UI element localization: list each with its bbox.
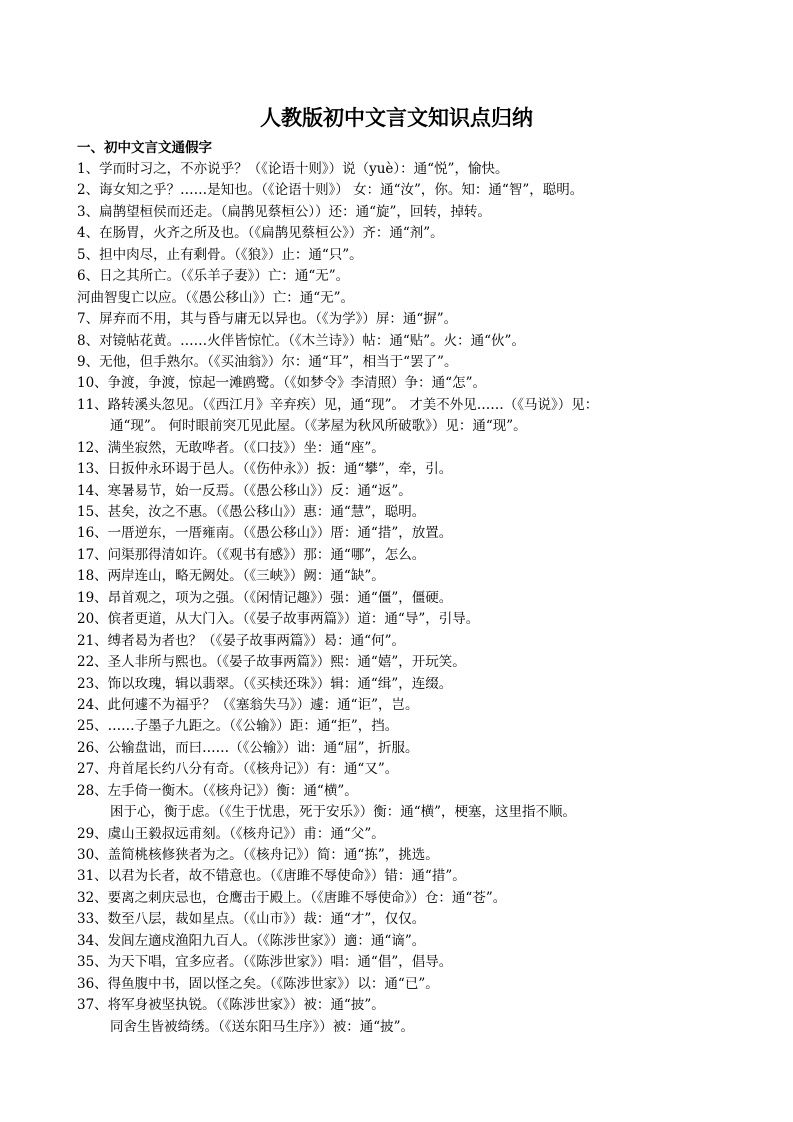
entry-line: 22、圣人非所与熙也。（《晏子故事两篇》）熙：通“嬉”，开玩笑。 [77,654,466,671]
entry-continuation-line: 同舍生皆被绮绣。（《送东阳马生序》）被：通“披”。 [110,1018,415,1035]
entry-continuation-line: 通“现”。 何时眼前突兀见此屋。（《茅屋为秋风所破歌》）见：通“现”。 [110,418,527,435]
entry-line: 6、日之其所亡。（《乐羊子妻》）亡：通“无”。 [77,268,350,285]
entry-line: 16、一厝逆东，一厝雍南。（《愚公移山》）厝：通“措”，放置。 [77,525,453,542]
entry-line: 17、问渠那得清如许。（《观书有感》）那：通“哪”，怎么。 [77,546,426,563]
entry-continuation-line: 困于心，衡于虑。（《生于忧患，死于安乐》）衡：通“横”，梗塞，这里指不顺。 [110,804,577,821]
entry-line: 27、舟首尾长约八分有奇。（《核舟记》）有：通“又”。 [77,761,399,778]
entry-line: 12、满坐寂然，无敢哗者。（《口技》）坐：通“座”。 [77,439,385,456]
entry-line: 9、无他，但手熟尔。（《买油翁》）尔：通“耳”，相当于“罢了”。 [77,353,458,370]
entry-line: 24、此何遽不为福乎？（《塞翁失马》）遽：通“讵”，岂。 [77,696,419,713]
entry-line: 23、饰以玫瑰，辑以翡翠。（《买椟还珠》）辑：通“缉”，连缀。 [77,675,453,692]
entry-line: 36、得鱼腹中书，固以怪之矣。（《陈涉世家》）以：通“已”。 [77,975,439,992]
entry-line: 13、日扳仲永环谒于邑人。（《伤仲永》）扳：通“攀”，牵，引。 [77,461,453,478]
entry-line: 32、要离之刺庆忌也，仓鹰击于殿上。（《唐雎不辱使命》）仓：通“苍”。 [77,889,507,906]
entry-line: 14、寒暑易节，始一反焉。（《愚公移山》）反：通“返”。 [77,482,412,499]
entry-line: 35、为天下唱，宜多应者。（《陈涉世家》）唱：通“倡”，倡导。 [77,954,453,971]
section-heading: 一、初中文言文通假字 [77,140,212,156]
document-title: 人教版初中文言文知识点归纳 [260,106,533,130]
entry-line: 26、公输盘诎，而曰……（《公输》）诎：通“屈”，折服。 [77,739,419,756]
entry-line: 18、两岸连山，略无阙处。（《三峡》）阙：通“缺”。 [77,568,385,585]
entry-line: 2、诲女知之乎？……是知也。（《论语十则》） 女：通“汝”，你。知：通“智”，聪明。 [77,182,584,199]
entry-line: 37、将军身被坚执锐。（《陈涉世家》）被：通“披”。 [77,997,385,1014]
entry-line: 3、扁鹊望桓侯而还走。（扁鹊见蔡桓公））还：通“旋”，回转，掉转。 [77,203,491,220]
entry-line: 15、甚矣，汝之不惠。（《愚公移山》）惠：通“慧”，聪明。 [77,504,426,520]
entry-line: 28、左手倚一衡木。（《核舟记》）衡：通“横”。 [77,782,358,799]
entry-line: 5、担中肉尽，止有剩骨。（《狼》）止：通“只”。 [77,246,363,263]
entry-line: 29、虞山王毅叔远甫刻。（《核舟记》）甫：通“父”。 [77,825,385,842]
entry-line: 31、以君为长者，故不错意也。（《唐雎不辱使命》）错：通“措”。 [77,868,466,885]
entry-line: 10、争渡，争渡，惊起一滩鸥鹭。（《如梦令》李清照）争：通“怎”。 [77,375,486,392]
entry-line: 33、数至八层，裁如星点。（《山市》）裁：通“才”，仅仅。 [77,911,426,928]
entry-line: 11、路转溪头忽见。（《西江月》辛弃疾）见，通“现”。 才美不外见……（《马说》）见： [77,396,599,413]
entry-line: 20、傧者更道，从大门入。（《晏子故事两篇》）道：通“导”，引导。 [77,611,480,628]
entry-line: 7、屏弃而不用，其与昏与庸无以异也。（《为学》）屏：通“摒”。 [77,311,458,328]
entry-line: 19、昂首观之，项为之强。（《闲情记趣》）强：通“僵”，僵硬。 [77,589,453,606]
entry-line: 25、……子墨子九距之。（《公输》）距：通“拒”，挡。 [77,718,399,735]
entry-line: 34、发闾左適戍渔阳九百人。（《陈涉世家》）適：通“谪”。 [77,932,426,949]
entry-line: 1、学而时习之，不亦说乎？（《论语十则》）说（yuè）：通“悦”，愉快。 [77,161,509,177]
entry-line: 4、在肠胃，火齐之所及也。（《扁鹊见蔡桓公》）齐：通“剂”。 [77,225,444,242]
entry-line: 30、盖简桃核修狭者为之。（《核舟记》）简：通“拣”，挑选。 [77,847,439,863]
entry-line: 河曲智叟亡以应。（《愚公移山》）亡：通“无”。 [77,289,355,306]
entry-line: 8、对镜帖花黄。……火伴皆惊忙。（《木兰诗》）帖：通“贴”。火：通“伙”。 [77,332,525,349]
entry-list [0,159,793,1038]
entry-line: 21、缚者曷为者也？（《晏子故事两篇》）曷：通“何”。 [77,632,405,649]
